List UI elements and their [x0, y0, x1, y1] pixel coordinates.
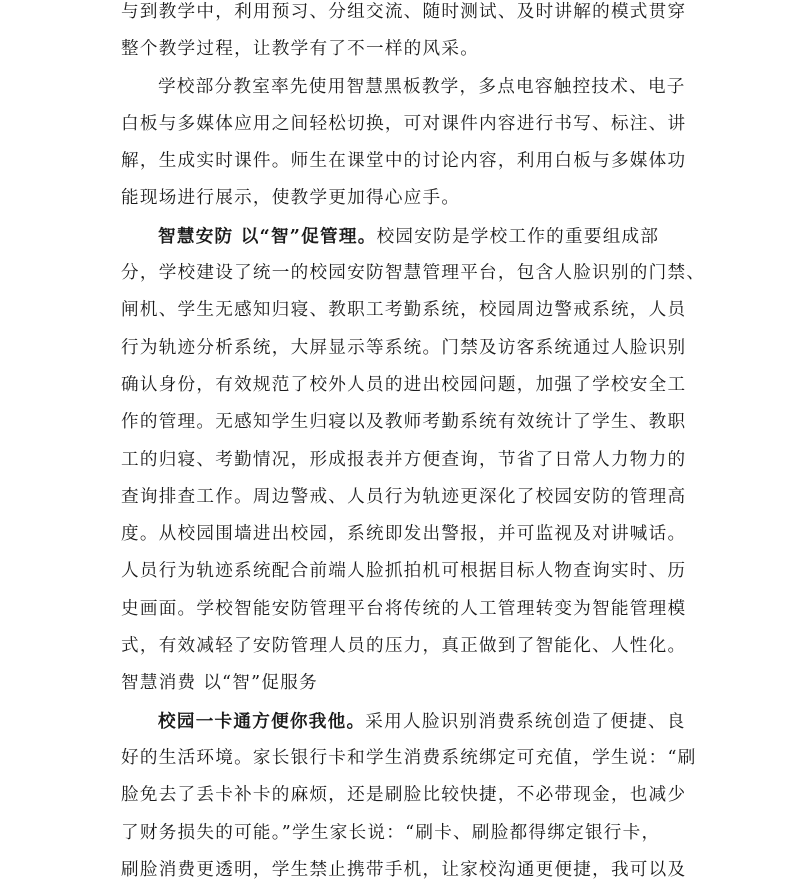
paragraph-line — [121, 218, 677, 255]
paragraph-line: 脸免去了丢卡补卡的麻烦，还是刷脸比较快捷，不必带现金，也减少 — [121, 785, 687, 806]
document-page — [121, 0, 706, 889]
paragraph-line: 解，生成实时课件。师生在课堂中的讨论内容，利用白板与多媒体功 — [121, 151, 687, 172]
paragraph-line: 行为轨迹分析系统，大屏显示等系统。门禁及访客系统通过人脸识别 — [121, 337, 687, 358]
paragraph-line: 闸机、学生无感知归寝、教职工考勤系统，校园周边警戒系统，人员 — [121, 300, 687, 321]
paragraph-line: 了财务损失的可能。”学生家长说：“刷卡、刷脸都得绑定银行卡， — [121, 822, 661, 843]
paragraph-line: 人员行为轨迹系统配合前端人脸抓拍机可根据目标人物查询实时、历 — [121, 561, 687, 582]
paragraph-line: 查询排查工作。周边警戒、人员行为轨迹更深化了校园安防的管理高 — [121, 486, 687, 507]
paragraph-line — [121, 703, 686, 740]
paragraph-line: 学校部分教室率先使用智慧黑板教学，多点电容触控技术、电子 — [158, 76, 686, 97]
paragraph-line: 分，学校建设了统一的校园安防智慧管理平台，包含人脸识别的门禁、 — [121, 263, 706, 284]
paragraph-line: 与到教学中，利用预习、分组交流、随时测试、及时讲解的模式贯穿 — [121, 2, 687, 22]
inline-heading: 校园一卡通方便你我他。 — [158, 710, 366, 732]
paragraph-line: 确认身份，有效规范了校外人员的进出校园问题，加强了学校安全工 — [121, 374, 687, 395]
paragraph-line: 刷脸消费更透明，学生禁止携带手机，让家校沟通更便捷，我可以及 — [121, 859, 687, 880]
paragraph-line: 工的归寝、考勤情况，形成报表并方便查询，节省了日常人力物力的 — [121, 449, 687, 470]
paragraph-line: 白板与多媒体应用之间轻松切换，可对课件内容进行书写、标注、讲 — [121, 113, 687, 134]
paragraph-line: 好的生活环境。家长银行卡和学生消费系统绑定可充值，学生说：“刷 — [121, 747, 697, 768]
inline-heading: 智慧安防 以“智”促管理。 — [158, 225, 377, 247]
paragraph-line: 式，有效减轻了安防管理人员的压力，真正做到了智能化、人性化。 — [121, 636, 687, 657]
paragraph-line: 作的管理。无感知学生归寝以及教师考勤系统有效统计了学生、教职 — [121, 412, 687, 433]
paragraph-line: 度。从校园围墙进出校园，系统即发出警报，并可监视及对讲喊话。 — [121, 524, 687, 545]
paragraph-line: 史画面。学校智能安防管理平台将传统的人工管理转变为智能管理模 — [121, 598, 687, 619]
section-heading: 智慧消费 以“智”促服务 — [121, 673, 318, 694]
paragraph-line: 能现场进行展示，使教学更加得心应手。 — [121, 188, 461, 209]
paragraph-line: 整个教学过程，让教学有了不一样的风采。 — [121, 39, 480, 60]
paragraph-text: 采用人脸识别消费系统创造了便捷、良 — [365, 711, 686, 732]
paragraph-text: 校园安防是学校工作的重要组成部 — [376, 226, 660, 247]
